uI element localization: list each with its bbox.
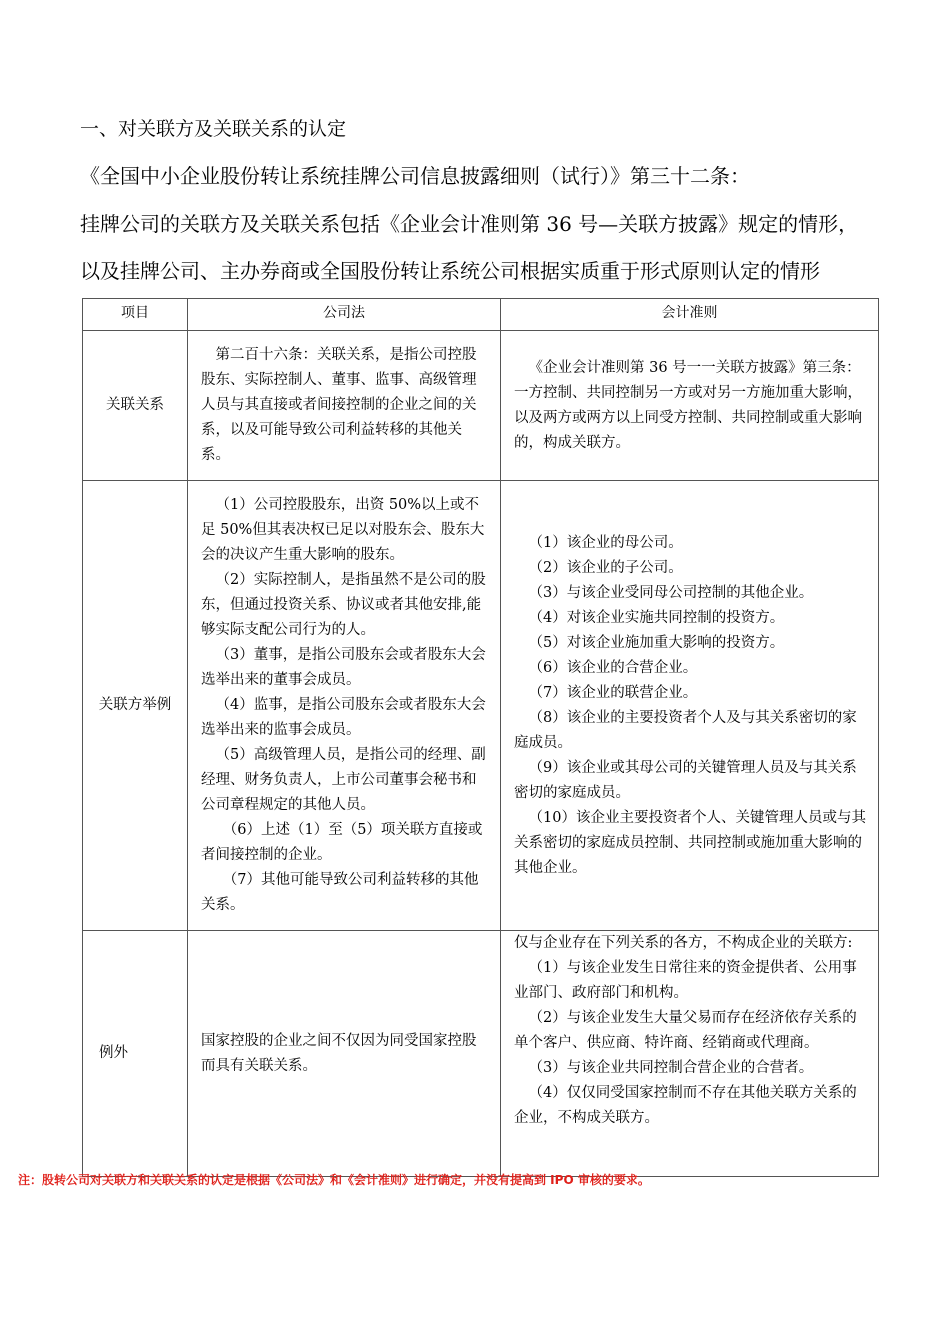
acct-item: （3）与该企业受同母公司控制的其他企业。 bbox=[528, 584, 814, 601]
acct-item: （1）与该企业发生日常往来的资金提供者、公用事业部门、政府部门和机构。 bbox=[514, 960, 857, 1001]
acct-item: （9）该企业或其母公司的关键管理人员及与其关系密切的家庭成员。 bbox=[514, 759, 857, 801]
footnote: 注：股转公司对关联方和关联关系的认定是根据《公司法》和《会计准则》进行确定，并没有提高到 IPO 审核的要求。 bbox=[18, 1173, 650, 1187]
intro-line-2: 挂牌公司的关联方及关联关系包括《企业会计准则第 36 号—关联方披露》规定的情形， bbox=[80, 212, 859, 236]
acct-item: （8）该企业的主要投资者个人及与其关系密切的家庭成员。 bbox=[514, 709, 857, 751]
acct-paragraph: 《企业会计准则第 36 号一一关联方披露》第三条：一方控制、共同控制另一方或对另一方施加重大影响，以及两方或两方以上同受方控制、共同控制或重大影响的，构成关联方。 bbox=[514, 359, 862, 451]
header-company-law: 公司法 bbox=[188, 299, 501, 331]
acct-item: （7）该企业的联营企业。 bbox=[528, 684, 698, 701]
law-item: （6）上述（1）至（5）项关联方直接或者间接控制的企业。 bbox=[201, 822, 483, 863]
acct-item: （10）该企业主要投资者个人、关键管理人员或与其关系密切的家庭成员控制、共同控制或施加重大影响的其他企业。 bbox=[514, 809, 866, 876]
law-paragraph: 第二百十六条：关联关系，是指公司控股股东、实际控制人、董事、监事、高级管理人员与其直接或者间接控制的企业之间的关系，以及可能导致公司利益转移的其他关系。 bbox=[201, 347, 477, 463]
acct-cell-exceptions bbox=[501, 931, 879, 1177]
intro-line-1: 《全国中小企业股份转让系统挂牌公司信息披露细则（试行）》第三十二条： bbox=[80, 164, 750, 188]
row-label-examples: 关联方举例 bbox=[83, 481, 188, 931]
law-item: （4）监事，是指公司股东会或者股东大会选举出来的监事会成员。 bbox=[201, 697, 486, 738]
intro-line-3: 以及挂牌公司、主办券商或全国股份转让系统公司根据实质重于形式原则认定的情形 bbox=[80, 259, 820, 283]
law-item: （3）董事，是指公司股东会或者股东大会选举出来的董事会成员。 bbox=[201, 647, 486, 688]
row-label-exceptions: 例外 bbox=[83, 931, 188, 1177]
table-header-row bbox=[83, 299, 879, 331]
acct-item: （4）对该企业实施共同控制的投资方。 bbox=[528, 609, 785, 626]
law-item: （1）公司控股股东，出资 50%以上或不足 50%但其表决权已足以对股东会、股东大会的决议产生重大影响的股东。 bbox=[201, 497, 485, 563]
acct-item: （2）与该企业发生大量父易而存在经济依存关系的单个客户、供应商、特许商、经销商或代理商。 bbox=[514, 1010, 857, 1051]
law-item: （2）实际控制人，是指虽然不是公司的股东，但通过投资关系、协议或者其他安排,能够实际支配公司行为的人。 bbox=[201, 572, 486, 638]
law-cell-exceptions bbox=[188, 931, 501, 1177]
acct-item: （3）与该企业共同控制合营企业的合营者。 bbox=[528, 1060, 814, 1076]
table-row bbox=[83, 931, 879, 1177]
acct-exceptions-content bbox=[514, 931, 868, 1176]
related-party-table bbox=[82, 298, 879, 1177]
header-item: 项目 bbox=[83, 299, 188, 331]
acct-cell-relationship bbox=[501, 331, 879, 481]
law-cell-relationship bbox=[188, 331, 501, 481]
header-accounting-standard: 会计准则 bbox=[501, 299, 879, 331]
acct-item: （5）对该企业施加重大影响的投资方。 bbox=[528, 634, 785, 651]
acct-item: （6）该企业的合营企业。 bbox=[528, 659, 698, 676]
acct-item: 仅与企业存在下列关系的各方，不构成企业的关联方: bbox=[514, 935, 853, 951]
law-item: （5）高级管理人员，是指公司的经理、副经理、财务负责人，上市公司董事会秘书和公司章程规定的其他人员。 bbox=[201, 747, 486, 813]
acct-item: （4）仅仅同受国家控制而不存在其他关联方关系的企业，不构成关联方。 bbox=[514, 1085, 857, 1126]
section-heading: 一、对关联方及关联关系的认定 bbox=[80, 118, 347, 140]
law-paragraph: 国家控股的企业之间不仅因为同受国家控股而具有关联关系。 bbox=[201, 1032, 477, 1074]
table-row bbox=[83, 481, 879, 931]
acct-item: （2）该企业的子公司。 bbox=[528, 559, 683, 576]
row-label-relationship: 关联关系 bbox=[83, 331, 188, 481]
acct-cell-examples bbox=[501, 481, 879, 931]
law-cell-examples bbox=[188, 481, 501, 931]
table-row bbox=[83, 331, 879, 481]
acct-item: （1）该企业的母公司。 bbox=[528, 534, 683, 551]
law-item: （7）其他可能导致公司利益转移的其他关系。 bbox=[201, 872, 479, 913]
